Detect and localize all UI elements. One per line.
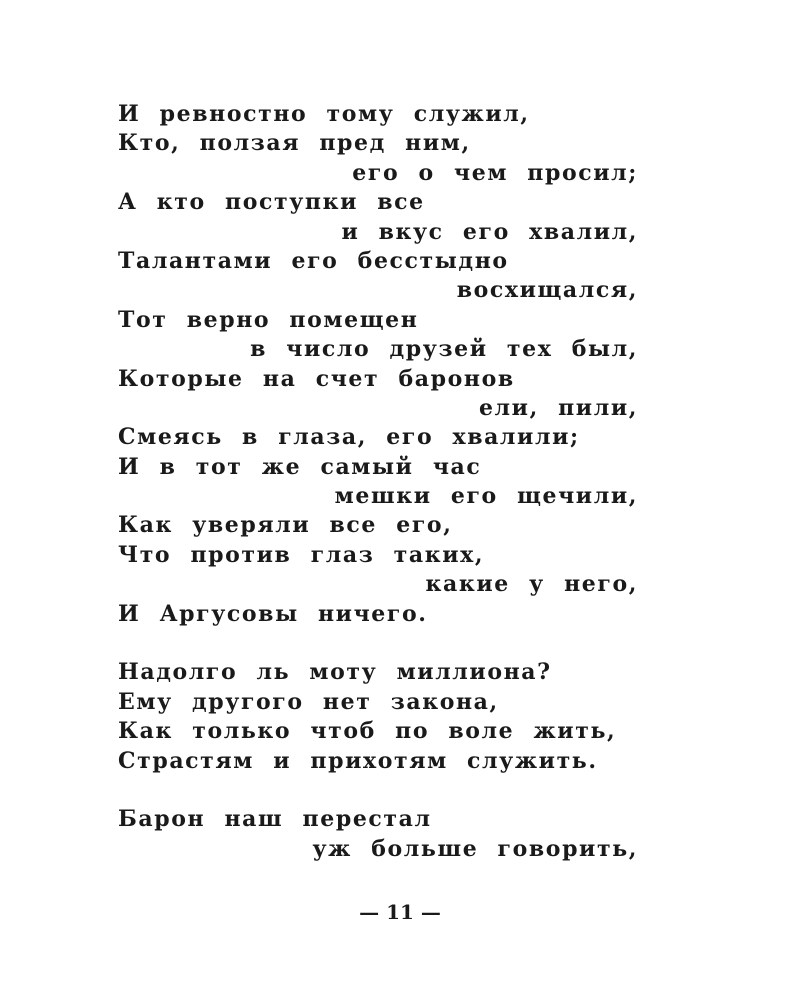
poem-line: Смеясь в глаза, его хвалили; — [118, 424, 580, 451]
poem-line: Как только чтоб по воле жить, — [118, 718, 617, 745]
poem-line: ели, пили, — [478, 394, 638, 421]
poem-line: Барон наш перестал — [118, 806, 432, 833]
poem-line: Надолго ль моту миллиона? — [118, 659, 552, 686]
poem-text — [118, 100, 638, 864]
page-number: — 11 — — [359, 900, 441, 924]
poem-line: Как уверяли все его, — [118, 512, 453, 539]
poem-line: Талантами его бесстыдно — [118, 247, 509, 274]
poem-line: Которые на счет баронов — [118, 365, 515, 392]
poem-line: Кто, ползая пред ним, — [118, 130, 471, 157]
poem-line: Тот верно помещен — [118, 306, 419, 333]
poem-line: И Аргусовы ничего. — [118, 600, 428, 627]
poem-line: И в тот же самый час — [118, 453, 482, 480]
poem-line: Страстям и прихотям служить. — [118, 747, 598, 774]
poem-line: какие у него, — [425, 571, 638, 598]
poem-line: в число друзей тех был, — [250, 336, 638, 363]
stanza-break — [118, 776, 638, 805]
poem-line: И ревностно тому служил, — [118, 101, 530, 127]
stanza-break — [118, 629, 638, 658]
poem-line: мешки его щечили, — [334, 483, 638, 510]
poem-line: восхищался, — [456, 277, 638, 304]
poem-line: уж больше говорить, — [312, 835, 638, 862]
poem-line: его о чем просил; — [352, 159, 638, 186]
poem-line: Что против глаз таких, — [118, 541, 485, 568]
poem-line: Ему другого нет закона, — [118, 688, 499, 715]
poem-line: и вкус его хвалил, — [341, 218, 638, 245]
poem-line: А кто поступки все — [118, 189, 425, 216]
